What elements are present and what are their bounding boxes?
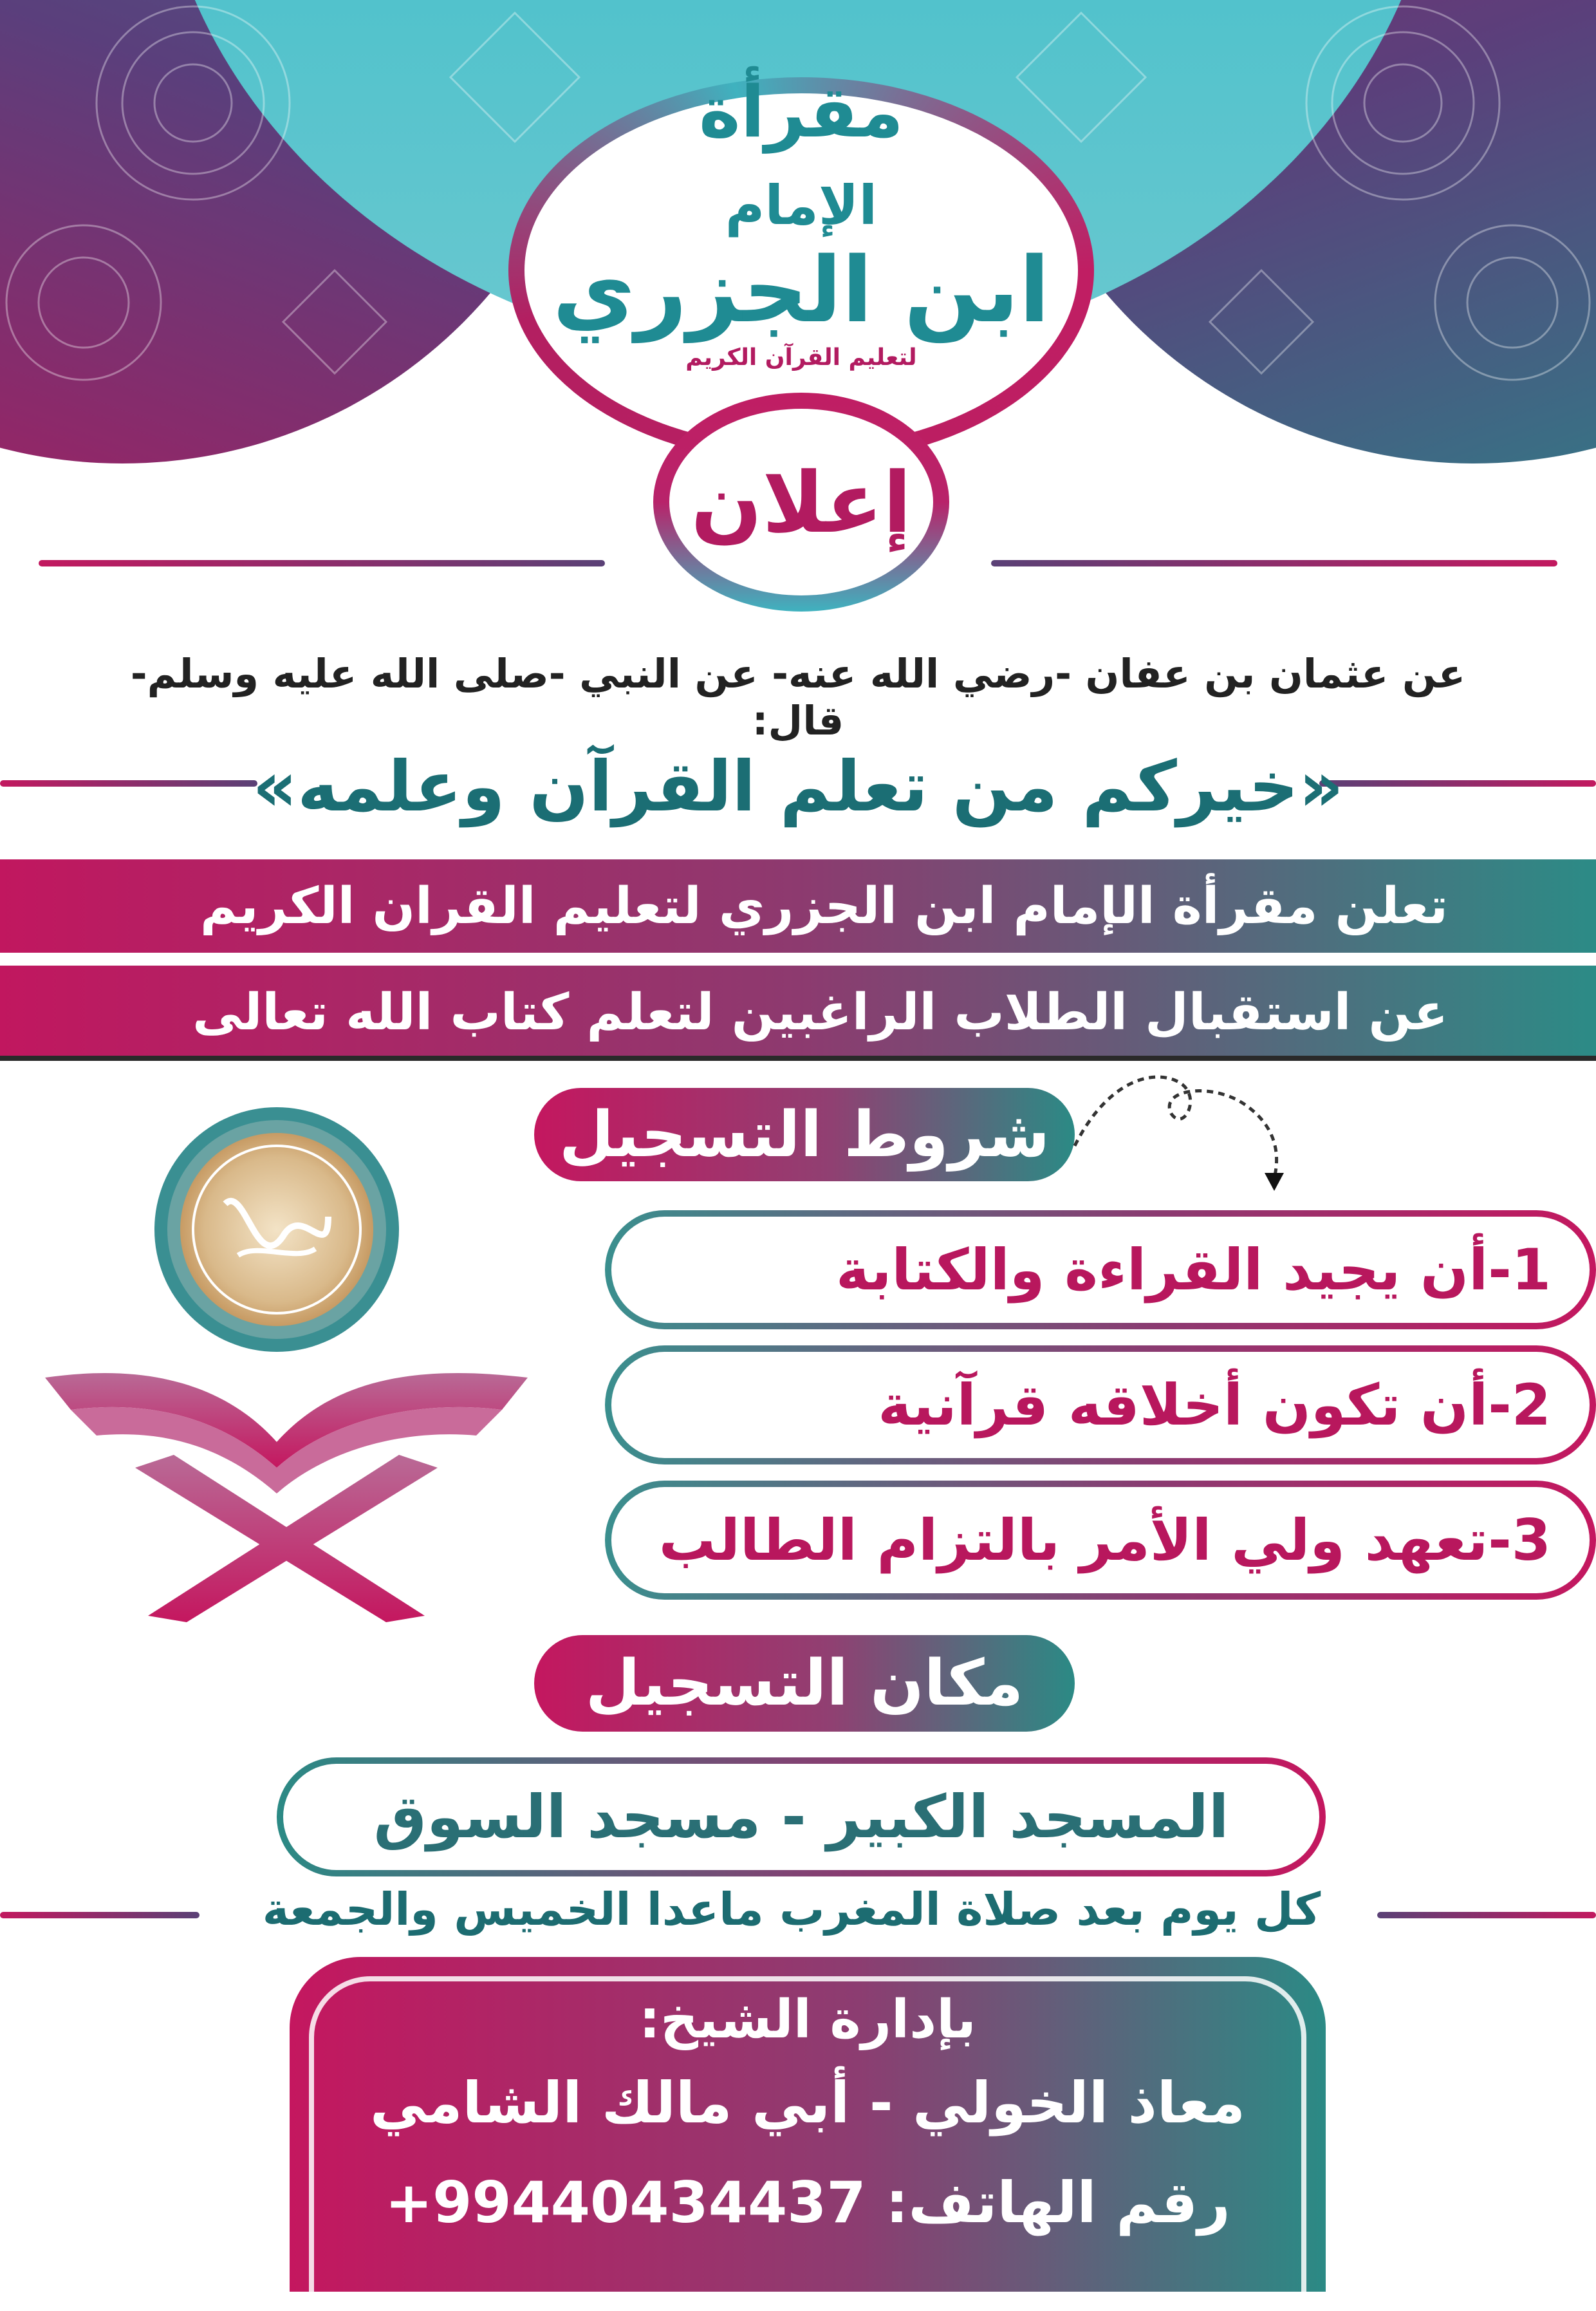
phone-row: [309, 2169, 1306, 2236]
schedule-divider-left: [0, 1912, 200, 1918]
location-schedule: كل يوم بعد صلاة المغرب ماعدا الخميس والجمعة: [262, 1883, 1321, 1936]
condition-text: -أن يجيد القراءة والكتابة: [835, 1237, 1512, 1303]
dashed-curved-arrow-icon: [1068, 1056, 1313, 1197]
divider-left: [39, 560, 605, 566]
location-place: المسجد الكبير - مسجد السوق: [283, 1764, 1319, 1870]
quran-on-stand-icon: [26, 1107, 553, 1622]
banner-underline: [0, 1056, 1596, 1061]
condition-number: 3: [1511, 1507, 1551, 1573]
condition-number: 2: [1511, 1372, 1551, 1438]
condition-number: 1: [1511, 1237, 1551, 1303]
logo-subtitle: لتعليم القرآن الكريم: [685, 344, 917, 371]
condition-item-2: [605, 1345, 1596, 1464]
divider-right: [991, 560, 1557, 566]
logo-title-line3: ابن الجزري: [552, 238, 1050, 343]
hadith-intro: عن عثمان بن عفان -رضي الله عنه- عن النبي -صلى الله عليه وسلم- قال:: [130, 650, 1466, 744]
condition-item-3-content: [611, 1487, 1590, 1593]
phone-number: +99440434437: [385, 2169, 866, 2236]
schedule-divider-right: [1377, 1912, 1596, 1918]
condition-text: -أن تكون أخلاقه قرآنية: [878, 1372, 1512, 1438]
management-label: بإدارة الشيخ:: [639, 1989, 976, 2050]
phone-label: رقم الهاتف:: [886, 2169, 1230, 2236]
banner-line-1: تعلن مقرأة الإمام ابن الجزري لتعليم القران الكريم: [0, 859, 1596, 953]
logo-title-line1: مقرأة: [698, 71, 904, 153]
logo-title-line2: الإمام: [725, 174, 878, 237]
location-place-box: [277, 1757, 1326, 1876]
condition-item-1: [605, 1210, 1596, 1329]
management-names: معاذ الخولي - أبي مالك الشامي: [369, 2070, 1245, 2136]
condition-item-2-content: [611, 1352, 1590, 1458]
condition-item-3: [605, 1481, 1596, 1600]
announcement-label: إعلان: [691, 454, 912, 552]
conditions-heading: شروط التسجيل: [534, 1088, 1075, 1181]
condition-text: -تعهد ولي الأمر بالتزام الطالب: [658, 1507, 1512, 1573]
hadith-text: «خيركم من تعلم القرآن وعلمه»: [252, 747, 1344, 827]
banner-line-2: عن استقبال الطلاب الراغبين لتعلم كتاب الله تعالى: [0, 966, 1596, 1059]
location-heading: مكان التسجيل: [534, 1635, 1075, 1732]
condition-item-1-content: [611, 1217, 1590, 1323]
